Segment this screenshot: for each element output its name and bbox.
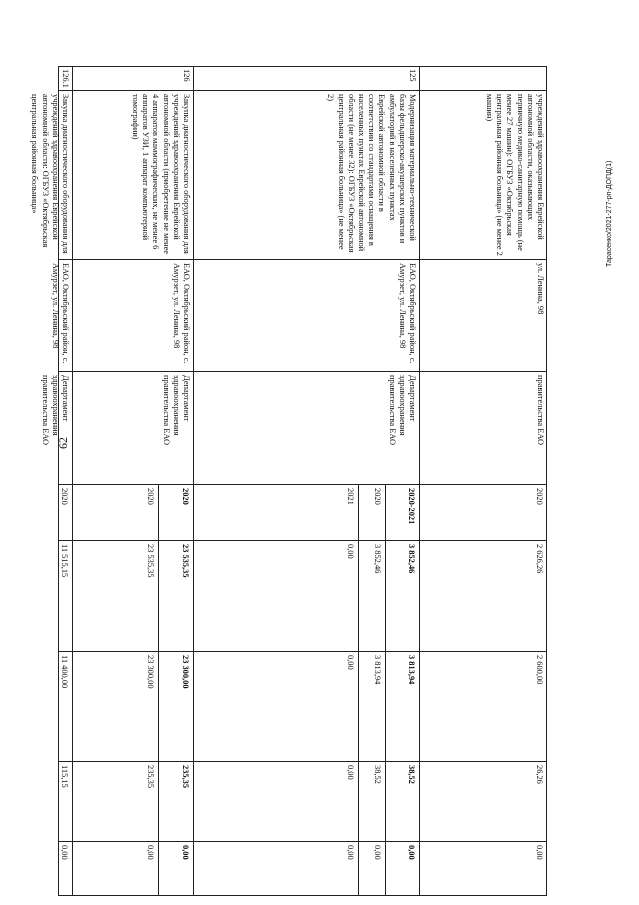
regional-amount-column [58, 761, 72, 841]
regional-amount-value: 235,35 [72, 762, 159, 841]
total-amount-value: 0,00 [193, 541, 359, 651]
period-column [194, 484, 419, 540]
regional-amount-column [73, 761, 193, 841]
regional-amount-column [194, 761, 419, 841]
federal-amount-value: 2 600,00 [535, 655, 544, 685]
program-table [30, 66, 547, 896]
activity-address: ЕАО, Октябрьский район, с. Амурзет, ул. Ленина, 98 [194, 259, 419, 371]
regional-amount-value: 0,00 [193, 762, 359, 841]
federal-amount-value: 0,00 [193, 652, 359, 761]
period-value: 2020 [181, 488, 190, 505]
row-number: 125 [408, 69, 417, 82]
total-amount-value: 3 852,46 [359, 541, 386, 651]
period-column [420, 484, 547, 540]
total-amount-value: 11 515,15 [60, 544, 69, 578]
regional-amount-value: 26,26 [535, 765, 544, 784]
total-amount-column [194, 540, 419, 651]
activity-address: ЕАО, Октябрьский район, с. Амурзет, ул. Ленина, 98 [58, 259, 72, 371]
federal-amount-value: 23 300,00 [181, 655, 190, 689]
federal-amount-column [58, 651, 72, 761]
regional-amount-value: 38,52 [359, 762, 386, 841]
local-amount-column [58, 841, 72, 896]
table-row [73, 66, 194, 896]
row-number: 126 [182, 69, 191, 82]
federal-amount-column [194, 651, 419, 761]
activity-address: ЕАО, Октябрьский район, с. Амурзет, ул. Ленина, 98 [73, 259, 193, 371]
regional-amount-value: 235,35 [181, 765, 190, 789]
total-amount-value: 23 535,35 [181, 544, 190, 578]
federal-amount-value: 3 813,94 [407, 655, 416, 685]
activity-address: ул. Ленина, 98 [420, 259, 547, 371]
total-amount-column [58, 540, 72, 651]
local-amount-column [420, 841, 547, 896]
local-amount-value: 0,00 [181, 845, 190, 860]
local-amount-value: 0,00 [359, 842, 386, 896]
document-code: Тарасенко/2021-277-рп-ДОПД(1) [606, 160, 613, 267]
table-row [194, 66, 420, 896]
federal-amount-column [420, 651, 547, 761]
table-row [420, 66, 547, 896]
activity-name: учреждений здравоохранения Еврейской автономной области, оказывающих первичную медико-санитарную помощь (не менее 27 машин): ОГБУЗ «Октябрьская центральная районная больница» (не менее 2 машин) [420, 90, 547, 259]
period-column [58, 484, 72, 540]
period-value: 2020 [535, 488, 544, 505]
local-amount-value: 0,00 [72, 842, 159, 896]
regional-amount-column [420, 761, 547, 841]
period-value: 2021 [193, 485, 359, 540]
federal-amount-value: 3 813,94 [359, 652, 386, 761]
period-value: 2020 [359, 485, 386, 540]
local-amount-value: 0,00 [60, 845, 69, 860]
local-amount-value: 0,00 [193, 842, 359, 896]
regional-amount-value: 115,15 [60, 765, 69, 788]
row-number: 126.1 [61, 69, 70, 88]
page-number: 62 [56, 437, 70, 449]
local-amount-column [194, 841, 419, 896]
activity-name: Закупка диагностического оборудования для учреждений здравоохранения Еврейской автономной области: ОГБУЗ «Октябрьская центральная районная больница» [58, 90, 72, 259]
federal-amount-value: 23 300,00 [72, 652, 159, 761]
federal-amount-value: 11 400,00 [60, 655, 69, 689]
federal-amount-column [73, 651, 193, 761]
local-amount-value: 0,00 [407, 845, 416, 860]
activity-name: Модернизация материально-технической базы фельдшерско-акушерских пунктов и амбулаторий в населенных пунктах Еврейской автономной области в соответствии со стандартами оснащения в населенных пунктах Еврейской автономной области (не менее 32): ОГБУЗ «Октябрьская центральная районная больница» (не менее 2) [194, 90, 419, 259]
total-amount-value: 3 852,46 [407, 544, 416, 574]
local-amount-column [73, 841, 193, 896]
period-value: 2020-2021 [407, 488, 416, 525]
period-value: 2020 [72, 485, 159, 540]
responsible-executor: правительства ЕАО [420, 371, 547, 484]
period-value: 2020 [60, 488, 69, 505]
total-amount-value: 2 626,26 [535, 544, 544, 574]
total-amount-value: 23 535,35 [72, 541, 159, 651]
regional-amount-value: 38,52 [407, 765, 416, 784]
row-number [420, 66, 547, 90]
table-row [30, 66, 73, 896]
activity-name: Закупка диагностического оборудования для учреждений здравоохранения Еврейской автономной области (приобретение не менее 4 аппаратов маммографических, не менее 6 аппаратов УЗИ, 1 аппарат компьютерной томографии) [73, 90, 193, 259]
local-amount-value: 0,00 [535, 845, 544, 860]
responsible-executor: Департамент здравоохранения правительства ЕАО [58, 371, 72, 484]
responsible-executor: Департамент здравоохранения правительства ЕАО [73, 371, 193, 484]
total-amount-column [420, 540, 547, 651]
total-amount-column [73, 540, 193, 651]
responsible-executor: Департамент здравоохранения правительства ЕАО [194, 371, 419, 484]
period-column [73, 484, 193, 540]
